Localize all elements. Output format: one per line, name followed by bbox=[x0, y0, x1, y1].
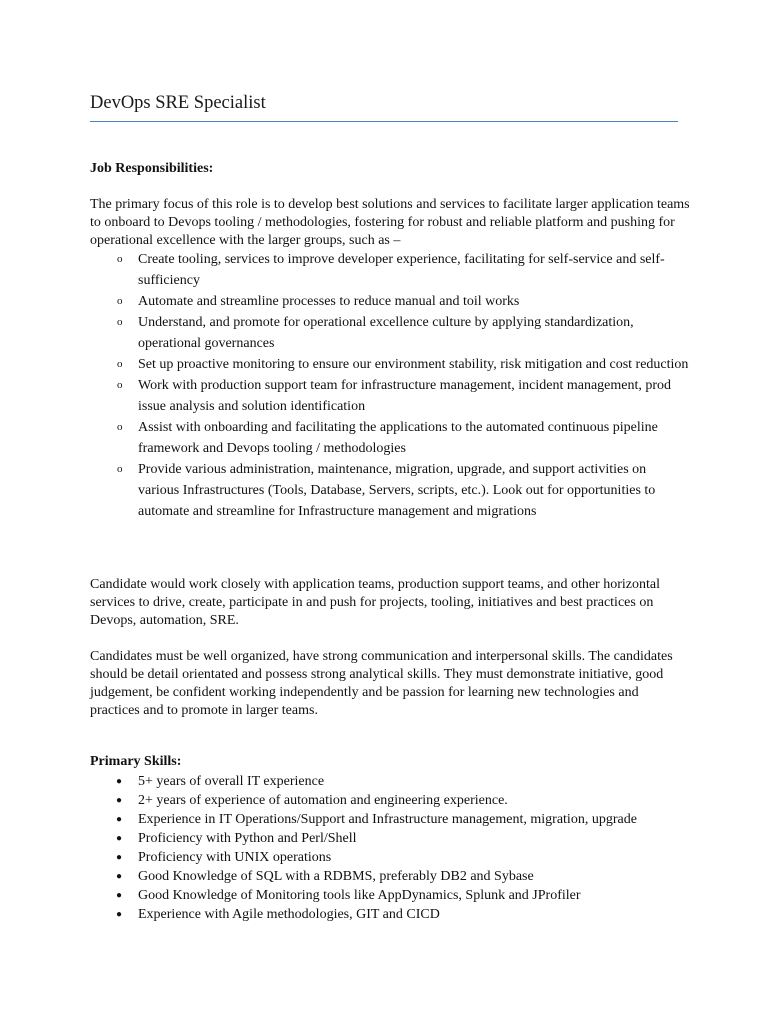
bullet-icon: o bbox=[117, 421, 123, 433]
intro-paragraph: The primary focus of this role is to develop best solutions and services to facilitate larger application teams to onboard to Devops tooling / methodologies, fostering for robust and reliable platform and pushing for operational excellence with the larger groups, such as – bbox=[90, 197, 690, 248]
skills-heading: Primary Skills: bbox=[90, 754, 182, 769]
qualities-paragraph: Candidates must be well organized, have strong communication and interpersonal skills. The candidates should be detail orientated and possess strong analytical skills. They must demonstrate initiative, good judgement, be confident working independently and be passion for learning new technologies and practices and to promote in larger teams. bbox=[90, 649, 673, 718]
skills-list bbox=[90, 772, 690, 924]
list-item-text: 2+ years of experience of automation and engineering experience. bbox=[138, 793, 508, 808]
list-item bbox=[90, 375, 690, 417]
list-item bbox=[90, 354, 690, 375]
list-item bbox=[90, 791, 690, 810]
list-item bbox=[90, 810, 690, 829]
list-item-text: Understand, and promote for operational excellence culture by applying standardization, operational governances bbox=[138, 315, 634, 351]
bullet-icon: ● bbox=[116, 871, 123, 882]
bullet-icon: ● bbox=[116, 890, 123, 901]
responsibilities-list bbox=[90, 249, 690, 522]
list-item-text: Create tooling, services to improve developer experience, facilitating for self-service and self-sufficiency bbox=[138, 252, 665, 288]
document-title: DevOps SRE Specialist bbox=[90, 93, 266, 113]
list-item-text: 5+ years of overall IT experience bbox=[138, 774, 325, 789]
list-item bbox=[90, 417, 690, 459]
bullet-icon: o bbox=[117, 358, 123, 370]
list-item bbox=[90, 886, 690, 905]
list-item bbox=[90, 249, 690, 291]
bullet-icon: ● bbox=[116, 852, 123, 863]
list-item-text: Assist with onboarding and facilitating the applications to the automated continuous pipeline framework and Devops tooling / methodologies bbox=[138, 420, 658, 456]
list-item bbox=[90, 772, 690, 791]
bullet-icon: o bbox=[117, 316, 123, 328]
bullet-icon: ● bbox=[116, 833, 123, 844]
list-item-text: Good Knowledge of SQL with a RDBMS, preferably DB2 and Sybase bbox=[138, 869, 534, 884]
bullet-icon: o bbox=[117, 463, 123, 475]
list-item-text: Proficiency with UNIX operations bbox=[138, 850, 332, 865]
list-item-text: Proficiency with Python and Perl/Shell bbox=[138, 831, 357, 846]
list-item bbox=[90, 829, 690, 848]
list-item-text: Work with production support team for infrastructure management, incident management, prod issue analysis and solution identification bbox=[138, 378, 672, 414]
list-item bbox=[90, 848, 690, 867]
list-item bbox=[90, 867, 690, 886]
list-item bbox=[90, 312, 690, 354]
bullet-icon: o bbox=[117, 253, 123, 265]
list-item bbox=[90, 459, 690, 522]
list-item-text: Experience in IT Operations/Support and Infrastructure management, migration, upgrade bbox=[138, 812, 637, 827]
bullet-icon: ● bbox=[116, 776, 123, 787]
bullet-icon: ● bbox=[116, 814, 123, 825]
bullet-icon: ● bbox=[116, 795, 123, 806]
list-item bbox=[90, 905, 690, 924]
title-underline bbox=[90, 121, 678, 122]
responsibilities-heading: Job Responsibilities: bbox=[90, 161, 214, 176]
bullet-icon: o bbox=[117, 295, 123, 307]
list-item-text: Experience with Agile methodologies, GIT and CICD bbox=[138, 907, 440, 922]
collaboration-paragraph: Candidate would work closely with application teams, production support teams, and other horizontal services to drive, create, participate in and push for projects, tooling, initiatives and best practices on Devops, automation, SRE. bbox=[90, 577, 660, 628]
list-item-text: Set up proactive monitoring to ensure our environment stability, risk mitigation and cost reduction bbox=[138, 357, 689, 372]
list-item-text: Automate and streamline processes to reduce manual and toil works bbox=[138, 294, 520, 309]
bullet-icon: ● bbox=[116, 909, 123, 920]
list-item bbox=[90, 291, 690, 312]
list-item-text: Provide various administration, maintenance, migration, upgrade, and support activities on various Infrastructures (Tools, Database, Servers, scripts, etc.). Look out for opportunities to automate and streamline for Infrastructure management and migrations bbox=[138, 462, 656, 519]
bullet-icon: o bbox=[117, 379, 123, 391]
list-item-text: Good Knowledge of Monitoring tools like AppDynamics, Splunk and JProfiler bbox=[138, 888, 581, 903]
